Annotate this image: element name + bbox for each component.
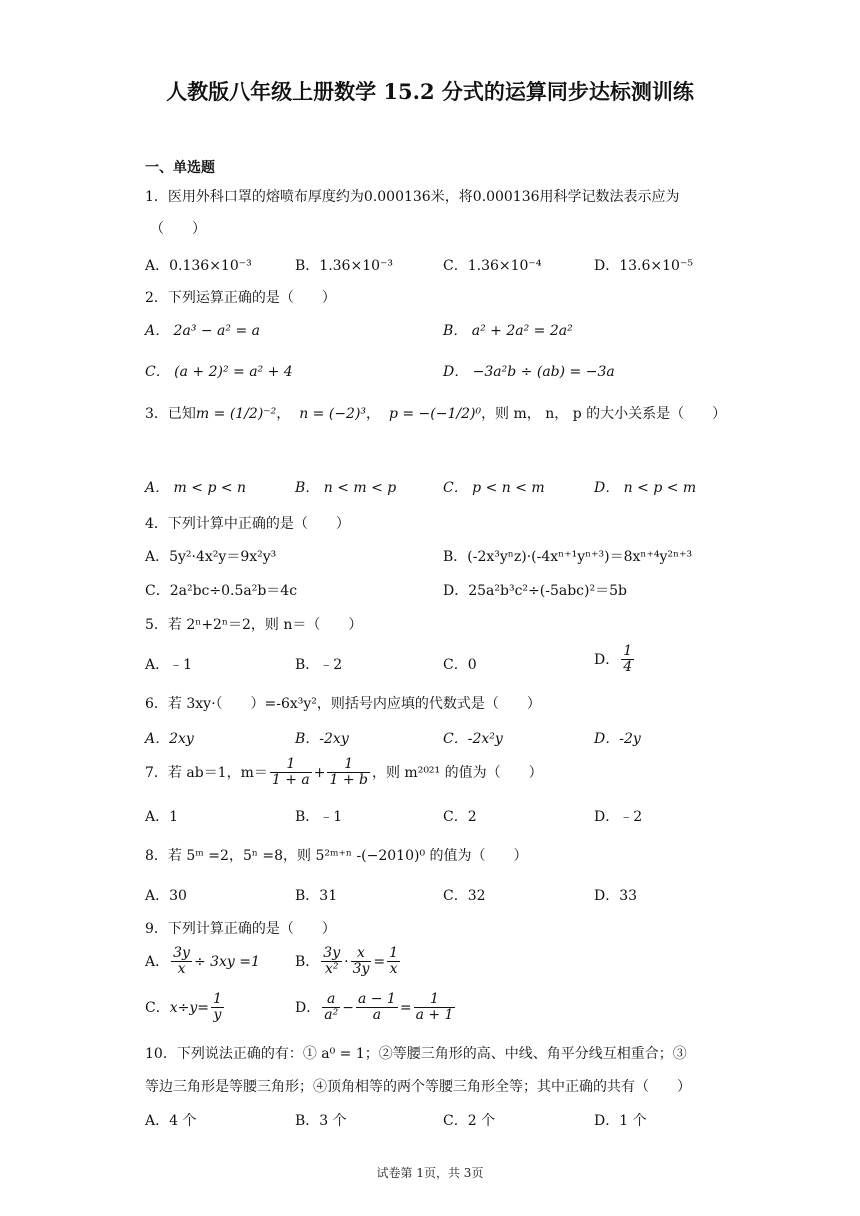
fraction-numerator: 1 xyxy=(623,643,633,659)
fraction-denominator: a² xyxy=(324,1007,339,1024)
fraction xyxy=(414,992,456,1024)
fraction-denominator: a xyxy=(372,1007,382,1024)
question-1-stem: 1．医用外科口罩的熔喷布厚度约为0.000136米，将0.000136用科学记数法表示应为 xyxy=(145,189,680,205)
question-6-option-b: B．-2xy xyxy=(295,731,349,747)
fraction-numerator: 1 xyxy=(327,757,370,773)
fraction-denominator: 3y xyxy=(352,961,370,978)
question-2-stem: 2．下列运算正确的是（ ） xyxy=(145,290,336,306)
fraction-denominator: 1 + b xyxy=(329,772,368,789)
question-3-n-expr: n = (−2)³ xyxy=(299,406,367,422)
fraction-denominator: x xyxy=(177,961,186,978)
question-10-option-c: C．2 个 xyxy=(443,1113,496,1129)
question-9-option-a xyxy=(145,946,260,978)
fraction-numerator: 1 xyxy=(389,945,399,961)
question-2-option-d: D． −3a²b ÷ (ab) = −3a xyxy=(443,364,615,380)
question-5-option-a: A．﹣1 xyxy=(145,657,193,673)
question-6-option-d: D．-2y xyxy=(594,731,641,747)
question-3-option-a: A． m < p < n xyxy=(145,480,247,496)
question-7-stem-a: 7．若 ab＝1，m＝ xyxy=(145,764,268,781)
question-3-prefix: 3．已知 xyxy=(145,406,196,422)
fraction-numerator: x xyxy=(351,946,372,962)
question-1-option-a: A．0.136×10⁻³ xyxy=(145,258,252,274)
question-2-option-b: B． a² + 2a² = 2a² xyxy=(443,323,573,339)
fraction-numerator: 1 xyxy=(414,992,456,1008)
fraction xyxy=(322,992,340,1024)
plus-sign: + xyxy=(313,764,326,781)
page-footer: 试卷第 1页，共 3页 xyxy=(376,1166,484,1180)
question-4-option-a: A．5y²·4x²y＝9x²y³ xyxy=(145,549,277,565)
question-10-option-a: A．4 个 xyxy=(145,1113,197,1129)
question-5-option-d-fraction xyxy=(621,644,634,676)
question-9-option-c xyxy=(145,992,226,1024)
fraction-numerator: 1 xyxy=(212,991,222,1007)
question-10-option-b: B．3 个 xyxy=(295,1113,347,1129)
equals-sign: = xyxy=(373,953,386,970)
fraction xyxy=(171,946,192,978)
question-7-fraction-1 xyxy=(270,757,312,789)
fraction-numerator: 3y xyxy=(173,945,190,961)
question-5-stem: 5．若 2ⁿ+2ⁿ＝2，则 n＝（ ） xyxy=(145,617,363,633)
question-8-option-b: B．31 xyxy=(295,888,338,904)
fraction xyxy=(387,946,400,978)
question-2-option-c: C． (a + 2)² = a² + 4 xyxy=(145,364,293,380)
dot-sign: · xyxy=(344,953,349,970)
question-3-m-expr: m = (1/2)⁻² xyxy=(195,406,277,422)
fraction-denominator: y xyxy=(213,1007,222,1024)
question-9-stem: 9．下列计算正确的是（ ） xyxy=(145,921,336,937)
question-4-stem: 4．下列计算中正确的是（ ） xyxy=(145,516,350,532)
question-10-line-2: 等边三角形是等腰三角形；④顶角相等的两个等腰三角形全等；其中正确的共有（ ） xyxy=(145,1079,691,1095)
question-1-stem-cont: （ ） xyxy=(150,221,206,237)
fraction-denominator: a + 1 xyxy=(415,1007,454,1024)
question-8-option-c: C．32 xyxy=(443,888,486,904)
question-5-option-c: C．0 xyxy=(443,657,477,673)
question-6-option-c: C．-2x²y xyxy=(443,731,503,747)
option-label: B． xyxy=(295,953,320,970)
question-5-option-b: B．﹣2 xyxy=(295,657,343,673)
question-4-option-c: C．2a²bc÷0.5a²b＝4c xyxy=(145,583,298,599)
question-3-suffix: ，则 m， n， p 的大小关系是（ ） xyxy=(481,406,727,422)
question-3-option-c: C． p < n < m xyxy=(443,480,545,496)
fraction xyxy=(321,946,342,978)
question-8-option-a: A．30 xyxy=(145,888,187,904)
question-4-option-d: D．25a²b³c²÷(-5abc)²＝5b xyxy=(443,583,627,599)
fraction-numerator: 3y xyxy=(323,945,341,961)
question-6-stem: 6．若 3xy·（ ）=-6x³y²，则括号内应填的代数式是（ ） xyxy=(145,696,541,712)
question-1-option-d: D．13.6×10⁻⁵ xyxy=(594,258,693,274)
question-7-fraction-2 xyxy=(327,757,370,789)
question-10-line-1: 10．下列说法正确的有：① a⁰ = 1；②等腰三角形的高、中线、角平分线互相重合；③ xyxy=(145,1046,687,1062)
question-7-option-c: C．2 xyxy=(443,809,477,825)
question-5-option-d-label: D． xyxy=(594,651,620,668)
question-8-option-d: D．33 xyxy=(594,888,638,904)
question-7-option-a: A．1 xyxy=(145,809,179,825)
question-3-stem: 3．已知m = (1/2)⁻²， n = (−2)³， p = −(−1/2)⁰，则 m， n， p 的大小关系是（ ） xyxy=(145,406,727,422)
question-5-option-d xyxy=(594,644,636,676)
question-9-option-d xyxy=(295,992,457,1024)
question-7-stem xyxy=(145,757,543,789)
question-4-option-b: B．(-2x³yⁿz)·(-4xⁿ⁺¹yⁿ⁺³)＝8xⁿ⁺⁴y²ⁿ⁺³ xyxy=(443,549,693,565)
fraction-denominator: 1 + a xyxy=(271,772,310,789)
question-3-p-expr: p = −(−1/2)⁰ xyxy=(388,406,482,422)
fraction xyxy=(211,992,224,1024)
question-1-option-b: B．1.36×10⁻³ xyxy=(295,258,394,274)
page-title: 人教版八年级上册数学 15.2 分式的运算同步达标测训练 xyxy=(166,79,694,104)
question-7-option-b: B．﹣1 xyxy=(295,809,343,825)
fraction xyxy=(351,946,372,978)
question-7-stem-b: ，则 m²⁰²¹ 的值为（ ） xyxy=(371,764,543,781)
option-rest: x÷y= xyxy=(169,999,209,1016)
section-heading: 一、单选题 xyxy=(145,160,215,176)
fraction-denominator: x xyxy=(389,961,398,978)
question-9-option-b xyxy=(295,946,402,978)
fraction-numerator: 1 xyxy=(270,757,312,773)
option-label: D． xyxy=(295,999,321,1016)
question-3-option-b: B． n < m < p xyxy=(295,480,397,496)
equals-sign: = xyxy=(399,999,412,1016)
fraction-numerator: a xyxy=(322,992,340,1008)
option-rest: ÷ 3xy =1 xyxy=(193,953,260,970)
fraction xyxy=(356,992,398,1024)
option-label: C． xyxy=(145,999,170,1016)
question-3-option-d: D． n < p < m xyxy=(594,480,697,496)
question-10-option-d: D．1 个 xyxy=(594,1113,647,1129)
fraction-denominator: x² xyxy=(324,961,339,978)
option-label: A． xyxy=(145,953,170,970)
question-7-option-d: D．﹣2 xyxy=(594,809,643,825)
question-8-stem: 8．若 5ᵐ =2，5ⁿ =8，则 5²ᵐ⁺ⁿ -(−2010)⁰ 的值为（ ） xyxy=(145,848,528,864)
question-2-option-a: A． 2a³ − a² = a xyxy=(145,323,260,339)
fraction-denominator: 4 xyxy=(623,659,633,676)
minus-sign: − xyxy=(342,999,354,1016)
fraction-numerator: a − 1 xyxy=(357,991,396,1007)
question-1-option-c: C．1.36×10⁻⁴ xyxy=(443,258,542,274)
question-6-option-a: A．2xy xyxy=(145,731,194,747)
